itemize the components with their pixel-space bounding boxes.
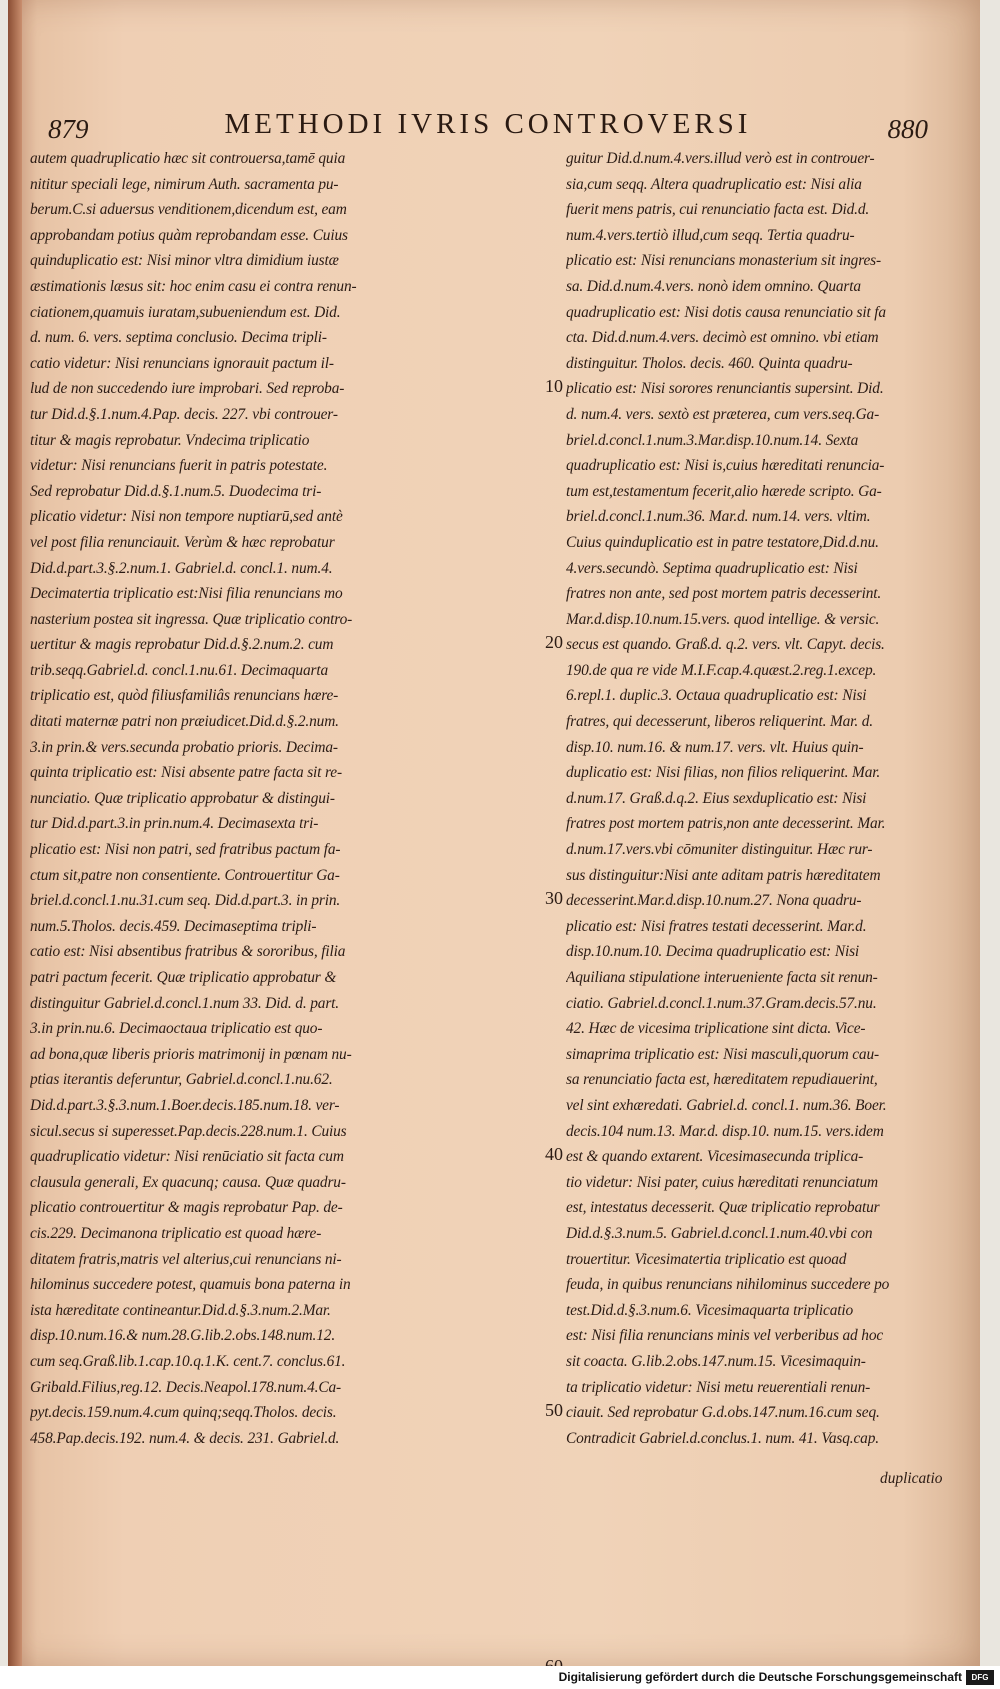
text-line: trib.seqq.Gabriel.d. concl.1.nu.61. Decimaquarta bbox=[30, 661, 329, 679]
text-line: sit coacta. G.lib.2.obs.147.num.15. Vicesimaquin- bbox=[566, 1352, 866, 1370]
text-line: plicatio est: Nisi fratres testati decesserint. Mar.d. bbox=[566, 917, 867, 935]
text-line: plicatio est: Nisi renuncians monasterium sit ingres- bbox=[566, 252, 881, 270]
text-line: Did.d.part.3.§.2.num.1. Gabriel.d. concl.1. num.4. bbox=[30, 559, 333, 577]
text-line: fratres post mortem patris,non ante decesserint. Mar. bbox=[566, 815, 886, 833]
text-line: quadruplicatio est: Nisi dotis causa renunciatio sit fa bbox=[566, 303, 886, 321]
text-line: sa renunciatio facta est, hæreditatem repudiauerint, bbox=[566, 1071, 878, 1089]
text-line: briel.d.concl.1.nu.31.cum seq. Did.d.part.3. in prin. bbox=[30, 892, 341, 910]
right-page-number: 880 bbox=[887, 114, 928, 144]
text-line: approbandam potius quàm reprobandam esse. Cuius bbox=[30, 226, 348, 244]
text-line: 42. Hæc de vicesima triplicatione sint dicta. Vice- bbox=[566, 1020, 866, 1038]
binding-edge bbox=[8, 0, 22, 1666]
catchword: duplicatio bbox=[880, 1470, 943, 1487]
text-line: triplicatio est, quòd filiusfamiliâs renuncians hære- bbox=[30, 687, 339, 705]
text-line: pyt.decis.159.num.4.cum quinq;seqq.Tholos. decis. bbox=[30, 1404, 337, 1422]
text-line: ditatem fratris,matris vel alterius,cui renuncians ni- bbox=[30, 1250, 342, 1268]
text-line: disp.10.num.16.& num.28.G.lib.2.obs.148.num.12. bbox=[30, 1327, 336, 1345]
text-line: Did.d.part.3.§.3.num.1.Boer.decis.185.num.18. ver- bbox=[30, 1096, 340, 1114]
text-line: tum est,testamentum fecerit,alio hærede scripto. Ga- bbox=[566, 482, 882, 500]
text-line: distinguitur. Tholos. decis. 460. Quinta quadru- bbox=[566, 354, 853, 372]
text-line: decesserint.Mar.d.disp.10.num.27. Nona quadru- bbox=[566, 892, 862, 910]
text-line: ta triplicatio videtur: Nisi metu reuerentiali renun- bbox=[566, 1378, 871, 1396]
text-line: num.5.Tholos. decis.459. Decimaseptima tripli- bbox=[30, 917, 317, 935]
text-line: ptias iterantis deferuntur, Gabriel.d.concl.1.nu.62. bbox=[30, 1071, 333, 1089]
text-line: disp.10.num.10. Decima quadruplicatio est: Nisi bbox=[566, 943, 860, 961]
text-line: test.Did.d.§.3.num.6. Vicesimaquarta triplicatio bbox=[566, 1301, 854, 1319]
text-line: tio videtur: Nisi pater, cuius hæreditati renunciatum bbox=[566, 1173, 878, 1191]
text-line: ditati maternæ patri non præiudicet.Did.d.§.2.num. bbox=[30, 713, 339, 731]
text-line: Mar.d.disp.10.num.15.vers. quod intellige. & versic. bbox=[566, 610, 880, 628]
text-line: autem quadruplicatio hæc sit controuersa,tamē quia bbox=[30, 150, 346, 167]
text-line: briel.d.concl.1.num.36. Mar.d. num.14. vers. vltim. bbox=[566, 508, 871, 526]
line-number: 20 bbox=[545, 632, 563, 653]
text-line: briel.d.concl.1.num.3.Mar.disp.10.num.14. Sexta bbox=[566, 431, 859, 449]
text-line: sia,cum seqq. Altera quadruplicatio est: Nisi alia bbox=[566, 175, 862, 193]
text-line: Decimatertia triplicatio est:Nisi filia renuncians mo bbox=[30, 585, 343, 603]
text-line: 458.Pap.decis.192. num.4. & decis. 231. Gabriel.d. bbox=[30, 1429, 340, 1446]
text-line: ciatio. Gabriel.d.concl.1.num.37.Gram.decis.57.nu. bbox=[566, 994, 877, 1012]
text-line: d.num.17. Graß.d.q.2. Eius sexduplicatio est: Nisi bbox=[566, 789, 867, 807]
text-line: 3.in prin.nu.6. Decimaoctaua triplicatio est quo- bbox=[30, 1020, 323, 1038]
text-line: sus distinguitur:Nisi ante aditam patris hæreditatem bbox=[566, 866, 881, 884]
text-line: quadruplicatio videtur: Nisi renūciatio sit facta cum bbox=[30, 1148, 344, 1166]
text-line: sicul.secus si superesset.Pap.decis.228.num.1. Cuius bbox=[30, 1122, 347, 1140]
text-line: patri pactum fecerit. Quæ triplicatio approbatur & bbox=[30, 969, 337, 986]
text-line: secus est quando. Graß.d. q.2. vers. vlt. Capyt. decis. bbox=[566, 636, 885, 654]
footer-credit: Digitalisierung gefördert durch die Deutsche Forschungsgemeinschaft bbox=[558, 1670, 962, 1684]
text-line: duplicatio est: Nisi filias, non filios reliquerint. Mar. bbox=[566, 764, 881, 782]
text-line: vel sint exhæredati. Gabriel.d. concl.1. num.36. Boer. bbox=[566, 1096, 887, 1114]
text-line: est: Nisi filia renuncians minis vel verberibus ad hoc bbox=[566, 1327, 884, 1345]
text-line: tur Did.d.part.3.in prin.num.4. Decimasexta tri- bbox=[30, 815, 319, 833]
text-line: distinguitur Gabriel.d.concl.1.num 33. Did. d. part. bbox=[30, 994, 339, 1012]
text-line: lud de non succedendo iure improbari. Sed reproba- bbox=[30, 380, 345, 398]
text-line: est, intestatus decesserit. Quæ triplicatio reprobatur bbox=[566, 1199, 880, 1217]
text-line: nasterium postea sit ingressa. Quæ triplicatio contro- bbox=[30, 610, 353, 628]
text-line: cta. Did.d.num.4.vers. decimò est omnino. vbi etiam bbox=[566, 329, 879, 347]
text-line: 6.repl.1. duplic.3. Octaua quadruplicatio est: Nisi bbox=[566, 687, 867, 705]
text-line: nunciatio. Quæ triplicatio approbatur & distingui- bbox=[30, 789, 335, 807]
text-line: plicatio est: Nisi sorores renunciantis supersint. Did. bbox=[566, 380, 884, 398]
text-line: decis.104 num.13. Mar.d. disp.10. num.15. vers.idem bbox=[566, 1122, 884, 1140]
text-line: 3.in prin.& vers.secunda probatio prioris. Decima- bbox=[30, 738, 338, 756]
text-line: guitur Did.d.num.4.vers.illud verò est in controuer- bbox=[566, 150, 875, 167]
text-line: cis.229. Decimanona triplicatio est quoad hære- bbox=[30, 1224, 322, 1242]
text-line: titur & magis reprobatur. Vndecima triplicatio bbox=[30, 431, 310, 449]
text-line: Did.d.§.3.num.5. Gabriel.d.concl.1.num.40.vbi con bbox=[566, 1224, 873, 1242]
text-line: Gribald.Filius,reg.12. Decis.Neapol.178.num.4.Ca- bbox=[30, 1378, 341, 1396]
text-line: nititur speciali lege, nimirum Auth. sacramenta pu- bbox=[30, 175, 339, 193]
text-line: æstimationis læsus sit: hoc enim casu ei contra renun- bbox=[30, 277, 357, 295]
text-line: plicatio videtur: Nisi non tempore nuptiarū,sed antè bbox=[30, 508, 343, 526]
text-line: simaprima triplicatio est: Nisi masculi,quorum cau- bbox=[566, 1045, 879, 1063]
line-number: 50 bbox=[545, 1400, 563, 1421]
text-line: d. num. 6. vers. septima conclusio. Decima tripli- bbox=[30, 329, 327, 347]
text-line: cum seq.Graß.lib.1.cap.10.q.1.K. cent.7. conclus.61. bbox=[30, 1352, 346, 1370]
text-line: est & quando extarent. Vicesimasecunda triplica- bbox=[566, 1148, 864, 1166]
text-line: d. num.4. vers. sextò est præterea, cum vers.seq.Ga- bbox=[566, 405, 880, 423]
page-title: METHODI IVRIS CONTROVERSI bbox=[224, 108, 752, 140]
left-page-number: 879 bbox=[48, 114, 89, 144]
text-line: plicatio controuertitur & magis reprobatur Pap. de- bbox=[30, 1199, 343, 1217]
text-line: fuerit mens patris, cui renunciatio facta est. Did.d. bbox=[566, 201, 870, 219]
text-line: num.4.vers.tertiò illud,cum seqq. Tertia quadru- bbox=[566, 226, 855, 244]
text-line: clausula generali, Ex quacunq; causa. Quæ quadru- bbox=[30, 1173, 346, 1191]
text-line: quadruplicatio est: Nisi is,cuius hæreditati renuncia- bbox=[566, 457, 885, 475]
text-line: Aquiliana stipulatione interueniente facta sit renun- bbox=[566, 969, 878, 986]
text-line: videtur: Nisi renuncians fuerit in patris potestate. bbox=[30, 457, 328, 475]
text-line: feuda, in quibus renuncians nihilominus succedere po bbox=[566, 1276, 890, 1294]
text-line: berum.C.si aduersus venditionem,dicendum est, eam bbox=[30, 201, 347, 219]
running-head bbox=[48, 108, 928, 148]
text-line: ciauit. Sed reprobatur G.d.obs.147.num.16.cum seq. bbox=[566, 1404, 880, 1422]
text-line: d.num.17.vers.vbi cōmuniter distinguitur. Hæc rur- bbox=[566, 841, 873, 859]
right-text-column bbox=[566, 146, 936, 1446]
text-line: Contradicit Gabriel.d.conclus.1. num. 41. Vasq.cap. bbox=[566, 1429, 879, 1446]
text-line: ciationem,quamuis iuratam,subueniendum est. Did. bbox=[30, 303, 341, 321]
digitization-footer bbox=[0, 1666, 1000, 1689]
text-line: ad bona,quæ liberis prioris matrimonij in pœnam nu- bbox=[30, 1045, 352, 1063]
line-number: 40 bbox=[545, 1144, 563, 1165]
text-line: catio est: Nisi absentibus fratribus & sororibus, filia bbox=[30, 943, 346, 961]
text-line: 4.vers.secundò. Septima quadruplicatio est: Nisi bbox=[566, 559, 858, 577]
text-line: tur Did.d.§.1.num.4.Pap. decis. 227. vbi controuer- bbox=[30, 405, 338, 423]
line-number: 30 bbox=[545, 888, 563, 909]
text-line: ctum sit,patre non consentiente. Controuertitur Ga- bbox=[30, 866, 340, 884]
line-number: 10 bbox=[545, 376, 563, 397]
dfg-logo: DFG bbox=[966, 1670, 994, 1685]
text-line: trouertitur. Vicesimatertia triplicatio est quoad bbox=[566, 1250, 847, 1268]
text-line: catio videtur: Nisi renuncians ignorauit pactum il- bbox=[30, 354, 334, 372]
text-line: Cuius quinduplicatio est in patre testatore,Did.d.nu. bbox=[566, 533, 879, 551]
text-line: disp.10. num.16. & num.17. vers. vlt. Huius quin- bbox=[566, 738, 864, 756]
text-line: uertitur & magis reprobatur Did.d.§.2.num.2. cum bbox=[30, 636, 334, 654]
text-line: sa. Did.d.num.4.vers. nonò idem omnino. Quarta bbox=[566, 277, 861, 295]
text-line: quinta triplicatio est: Nisi absente patre facta sit re- bbox=[30, 764, 342, 782]
text-line: plicatio est: Nisi non patri, sed fratribus pactum fa- bbox=[30, 841, 341, 859]
text-line: fratres, qui decesserunt, liberos reliquerint. Mar. d. bbox=[566, 713, 873, 731]
text-line: ista hæreditate contineantur.Did.d.§.3.num.2.Mar. bbox=[30, 1301, 331, 1319]
text-line: fratres non ante, sed post mortem patris decesserint. bbox=[566, 585, 882, 603]
text-line: hilominus succedere potest, quamuis bona paterna in bbox=[30, 1276, 351, 1294]
text-line: vel post filia renunciauit. Verùm & hæc reprobatur bbox=[30, 533, 335, 551]
text-line: Sed reprobatur Did.d.§.1.num.5. Duodecima tri- bbox=[30, 482, 322, 500]
text-line: quinduplicatio est: Nisi minor vltra dimidium iustæ bbox=[30, 252, 339, 270]
text-line: 190.de qua re vide M.I.F.cap.4.quæst.2.reg.1.excep. bbox=[566, 661, 877, 679]
left-text-column bbox=[30, 146, 550, 1446]
